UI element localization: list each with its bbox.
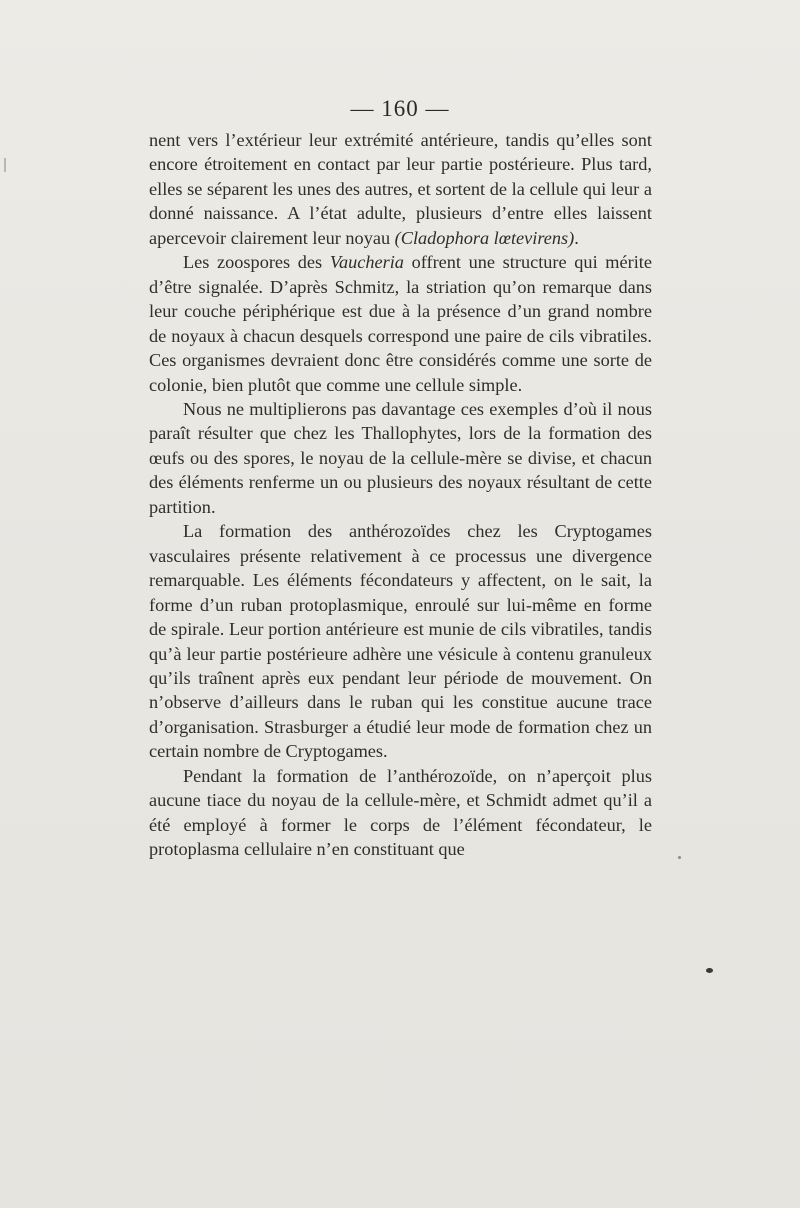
page-number: — 160 — [350,96,450,121]
paragraph-1 [149,128,652,250]
ink-blot [706,968,713,973]
paragraph-3-text: Nous ne multiplierons pas davantage ces exemples d’où il nous paraît résulter que chez les Thallophytes, lors de la formation des œufs ou des spores, le noyau de la cellule-mère se divise, et chacun des éléments renferme un ou plusieurs des noyaux résultant de cette partition. [149,398,652,517]
paragraph-5-text: Pendant la formation de l’anthérozoïde, on n’aperçoit plus aucune tiace du noyau de la cellule-mère, et Schmidt admet qu’il a été employé à former le corps de l’élément fécondateur, le protoplasma cellulaire n’en constituant que [149,765,652,860]
paragraph-4 [149,519,652,764]
paragraph-3 [149,397,652,519]
paragraph-4-text: La formation des anthérozoïdes chez les Cryptogames vasculaires présente relativement à ce processus une divergence remarquable. Les éléments fécondateurs y affectent, on le sait, la forme d’un ruban protoplasmique, enroulé sur lui-même en forme de spirale. Leur portion antérieure est munie de cils vibratiles, tandis qu’à leur partie postérieure adhère une vésicule à contenu granuleux qu’ils traînent après eux pendant leur période de mouvement. On n’observe d’ailleurs dans le ruban qui les constitue aucune trace d’organisation. Strasburger a étudié leur mode de formation chez un certain nombre de Cryptogames. [149,521,652,762]
paragraph-2-text-a: Les zoospores des [183,252,330,273]
paragraph-1-text-b: . [574,227,579,248]
paragraph-5 [149,764,652,862]
species-name-cladophora: (Cladophora lœtevirens) [394,227,575,248]
paragraph-2 [149,250,652,397]
paragraph-1-text-a: nent vers l’extérieur leur extrémité antérieure, tandis qu’elles sont encore étroitement en contact par leur partie postérieure. Plus tard, elles se séparent les unes des autres, et sortent de la cellule qui leur a donné naissance. A l’état adulte, plusieurs d’entre elles laissent apercevoir clairement leur noyau [149,130,652,248]
genus-name-vaucheria: Vaucheria [329,252,404,273]
paragraph-2-text-b: offrent une structure qui mérite d’être signalée. D’après Schmitz, la striation qu’on remarque dans leur couche périphérique est due à la présence d’un grand nombre de noyaux à chacun desquels correspond une paire de cils vibratiles. Ces organismes devraient donc être considérés comme une sorte de colonie, bien plutôt que comme une cellule simple. [149,252,652,395]
page-edge-mark [4,158,6,172]
body-text [149,128,652,862]
ink-speck [678,856,681,859]
